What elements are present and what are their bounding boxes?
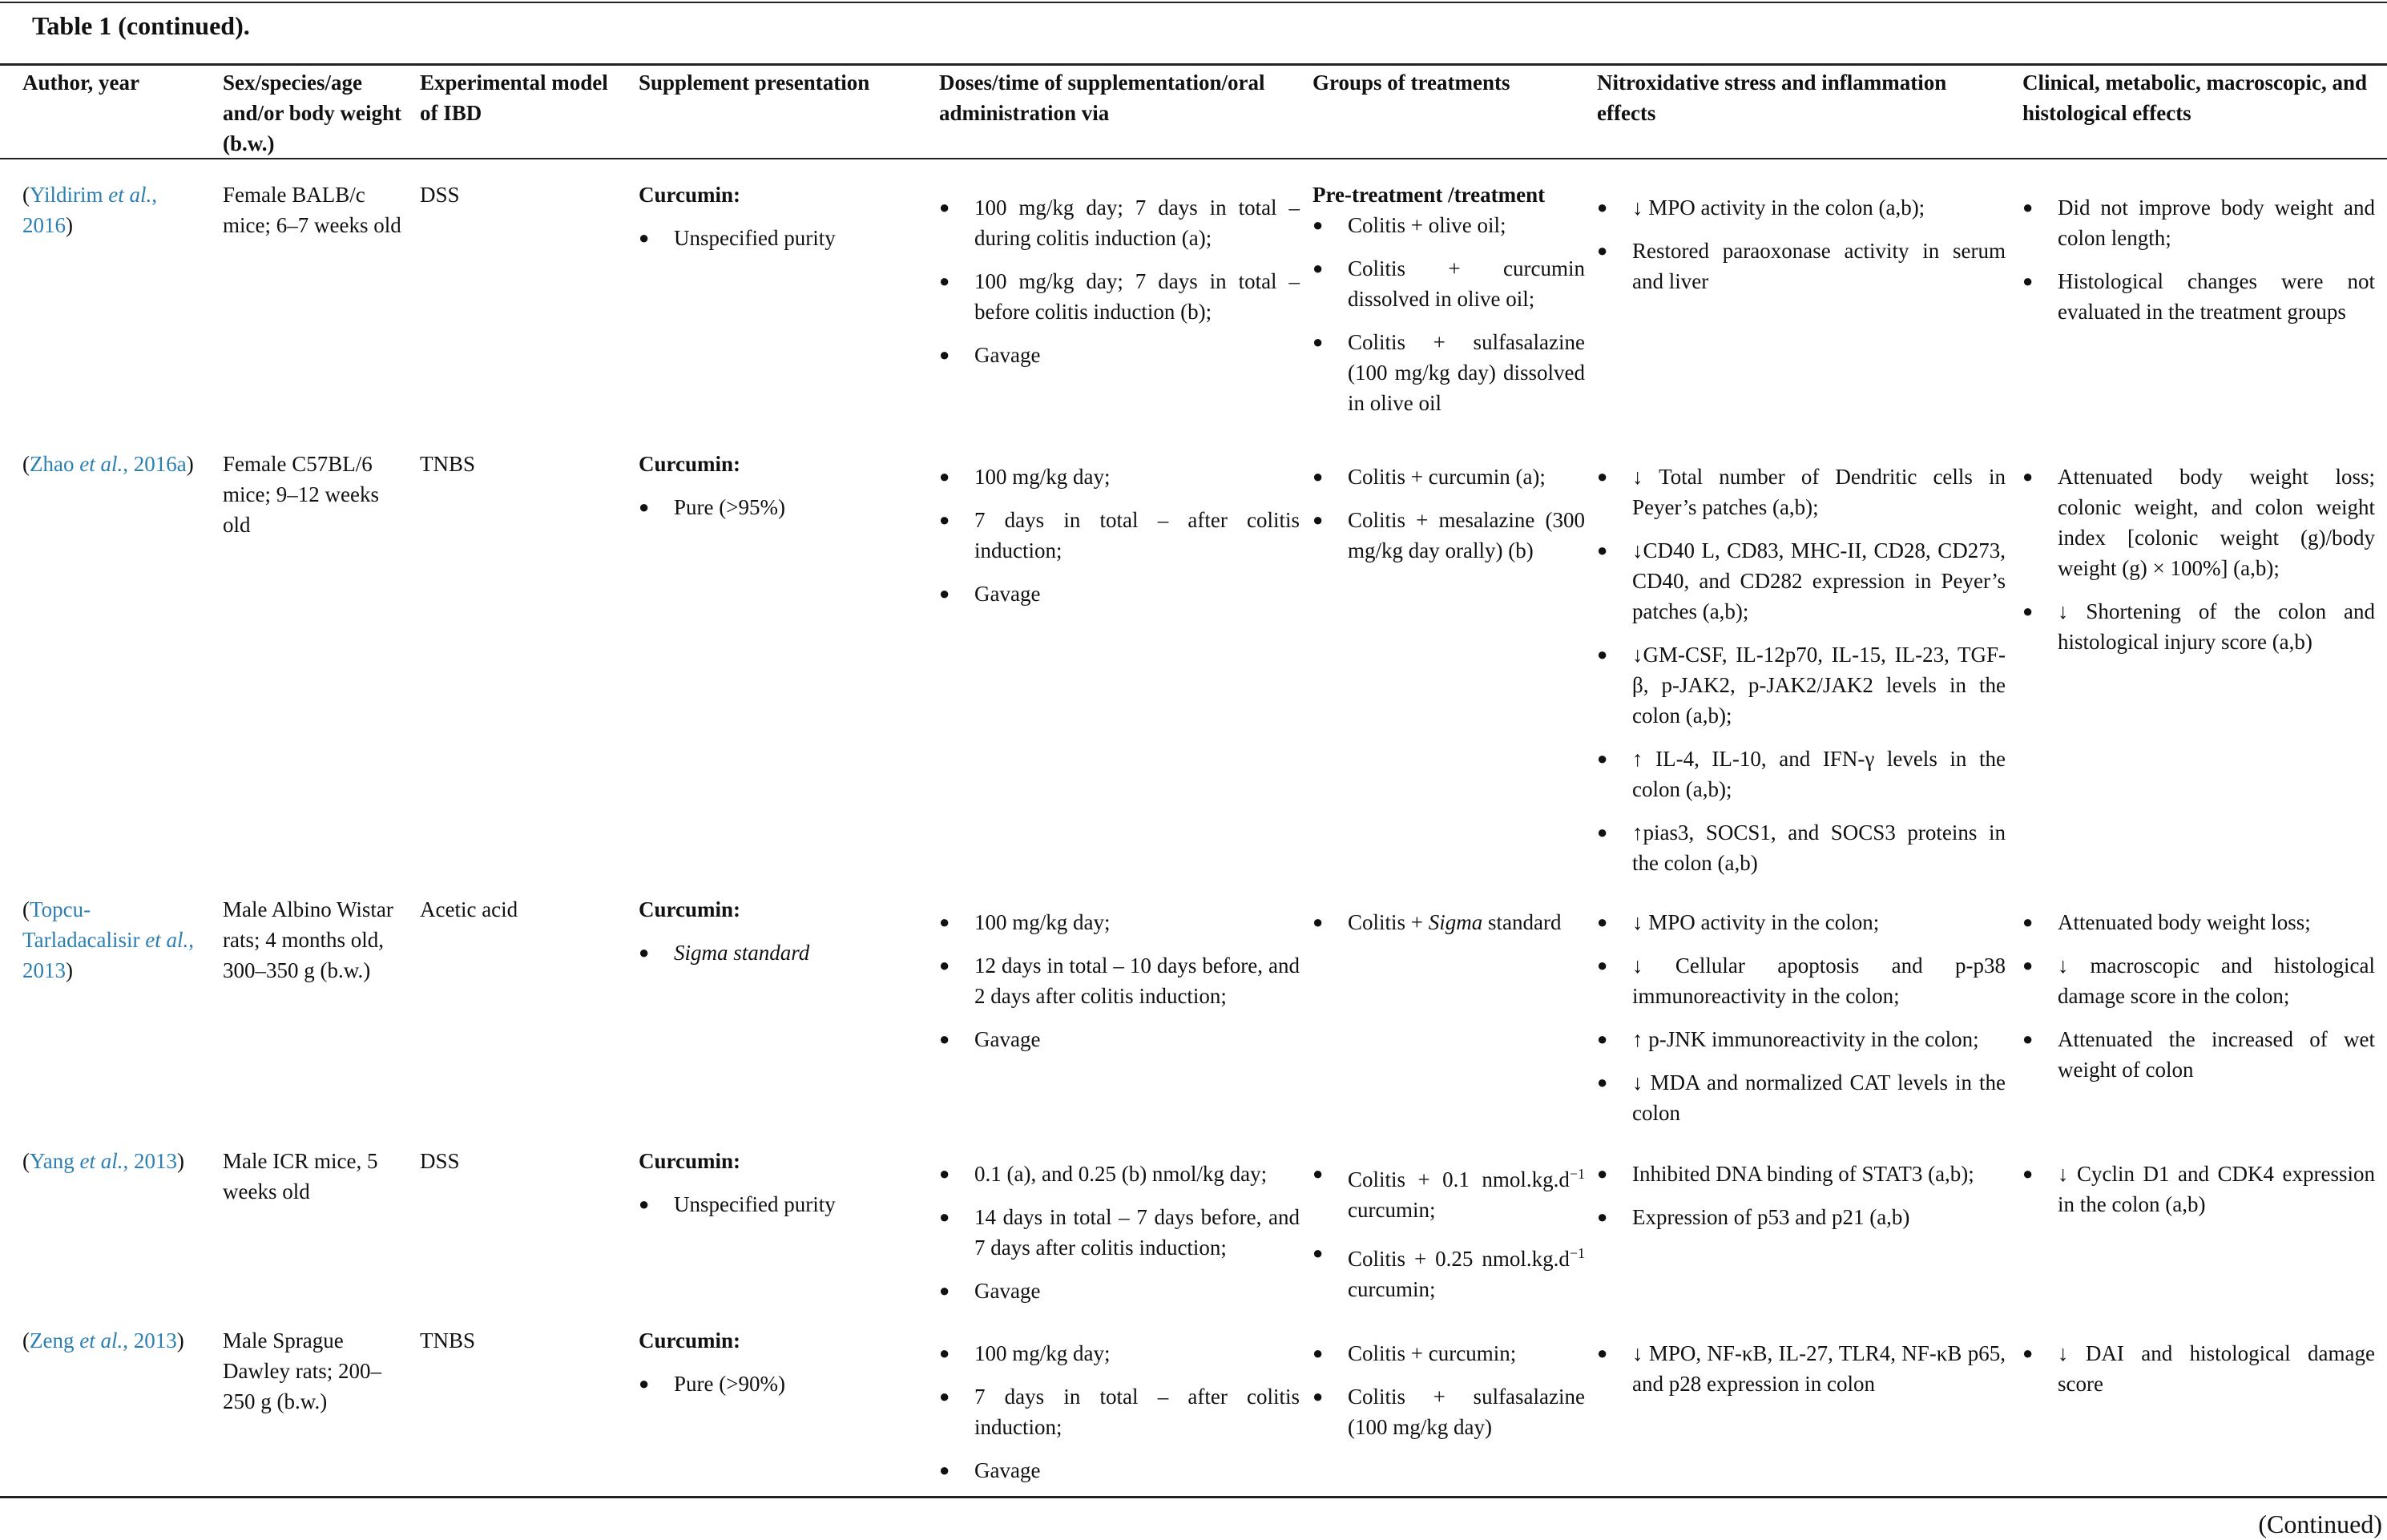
list-item: ● Colitis + olive oil; bbox=[1312, 210, 1585, 240]
list-item: ● ↓ Total number of Dendritic cells in Peyer’s patches (a,b); bbox=[1597, 462, 2006, 522]
groups-cell bbox=[1312, 1338, 1585, 1455]
list-item: ● Expression of p53 and p21 (a,b) bbox=[1597, 1202, 2006, 1232]
list-item: ● Colitis + mesalazine (300 mg/kg day orally) (b) bbox=[1312, 505, 1585, 566]
list-item: ● 100 mg/kg day; 7 days in total – during colitis induction (a); bbox=[939, 192, 1300, 253]
clinical-cell bbox=[2022, 192, 2375, 340]
groups-cell bbox=[1312, 1159, 1585, 1317]
list-item: ● ↓CD40 L, CD83, MHC-II, CD28, CD273, CD40, and CD282 expression in Peyer’s patches (a,b); bbox=[1597, 535, 2006, 627]
citation-link[interactable]: Zhao et al., 2016a bbox=[30, 452, 187, 476]
list-item: ● 14 days in total – 7 days before, and 7 days after colitis induction; bbox=[939, 1202, 1300, 1263]
list-item: ● ↓ MDA and normalized CAT levels in the colon bbox=[1597, 1067, 2006, 1128]
list-item: ● Gavage bbox=[939, 340, 1300, 370]
author-cell: (Yang et al., 2013) bbox=[22, 1149, 185, 1173]
clinical-cell bbox=[2022, 907, 2375, 1098]
author-cell: (Zhao et al., 2016a) bbox=[22, 452, 194, 476]
list-item: ● Did not improve body weight and colon length; bbox=[2022, 192, 2375, 253]
groups-cell bbox=[1312, 462, 1585, 579]
supplement-cell bbox=[639, 894, 919, 981]
sex-cell: Male Albino Wistar rats; 4 months old, 300–350 g (b.w.) bbox=[223, 897, 393, 982]
doses-cell bbox=[939, 1338, 1300, 1498]
list-item: ● 12 days in total – 10 days before, and 2 days after colitis induction; bbox=[939, 950, 1300, 1011]
nitro-cell bbox=[1597, 1338, 2006, 1412]
header-doses: Doses/time of supplementation/oral administration via bbox=[939, 71, 1265, 125]
list-item: ● Colitis + Sigma standard bbox=[1312, 907, 1585, 937]
supplement-label: Curcumin: bbox=[639, 452, 741, 476]
list-item: ● ↑ p-JNK immunoreactivity in the colon; bbox=[1597, 1024, 2006, 1054]
supplement-label: Curcumin: bbox=[639, 1149, 741, 1173]
sex-cell: Female C57BL/6 mice; 9–12 weeks old bbox=[223, 452, 379, 537]
doses-cell bbox=[939, 1159, 1300, 1319]
top-rule bbox=[0, 2, 2387, 3]
list-item: ● 7 days in total – after colitis induction; bbox=[939, 1381, 1300, 1442]
list-item: ● Gavage bbox=[939, 1455, 1300, 1486]
clinical-cell bbox=[2022, 1159, 2375, 1232]
header-clinical: Clinical, metabolic, macroscopic, and histological effects bbox=[2022, 71, 2367, 125]
list-item: ● Colitis + 0.25 $nmol.kg.d^{-1}$ curcumin; bbox=[1312, 1238, 1585, 1304]
list-item: ● Attenuated the increased of wet weight of colon bbox=[2022, 1024, 2375, 1085]
clinical-cell bbox=[2022, 1338, 2375, 1412]
list-item: ● 0.1 (a), and 0.25 (b) nmol/kg day; bbox=[939, 1159, 1300, 1189]
supplement-label: Curcumin: bbox=[639, 1328, 741, 1353]
list-item: ● Gavage bbox=[939, 1024, 1300, 1054]
list-item: ● ↓ DAI and histological damage score bbox=[2022, 1338, 2375, 1399]
list-item: ● ↓GM-CSF, IL-12p70, IL-15, IL-23, TGF-β, p-JAK2, p-JAK2/JAK2 levels in the colon (a,b); bbox=[1597, 639, 2006, 731]
list-item: ● 7 days in total – after colitis induction; bbox=[939, 505, 1300, 566]
list-item: ● Colitis + sulfasalazine (100 mg/kg day) bbox=[1312, 1381, 1585, 1442]
citation-link[interactable]: Topcu-Tarladacalisir et al., 2013 bbox=[22, 897, 195, 982]
list-item: ● Colitis + curcumin dissolved in olive oil; bbox=[1312, 253, 1585, 314]
author-cell: (Yildirim et al., 2016) bbox=[22, 183, 158, 237]
list-item: ● ↓ Cellular apoptosis and p-p38 immunoreactivity in the colon; bbox=[1597, 950, 2006, 1011]
groups-cell bbox=[1312, 907, 1585, 950]
groups-cell bbox=[1312, 179, 1585, 431]
list-item: ● Attenuated body weight loss; colonic weight, and colon weight index [colonic weight (g)/body weight (g) × 100%] (a,b); bbox=[2022, 462, 2375, 583]
supplement-cell bbox=[639, 179, 919, 266]
supplement-cell bbox=[639, 1325, 919, 1412]
table-title: Table 1 (continued). bbox=[32, 11, 250, 40]
continued-label: (Continued) bbox=[2258, 1510, 2382, 1538]
groups-label: Pre-treatment /treatment bbox=[1312, 183, 1546, 207]
sex-cell: Male ICR mice, 5 weeks old bbox=[223, 1149, 378, 1203]
list-item: ● Inhibited DNA binding of STAT3 (a,b); bbox=[1597, 1159, 2006, 1189]
supplement-cell bbox=[639, 1146, 919, 1232]
citation-link[interactable]: Zeng et al., 2013 bbox=[30, 1328, 177, 1353]
list-item: ● Attenuated body weight loss; bbox=[2022, 907, 2375, 937]
list-item: ● ↑ IL-4, IL-10, and IFN-γ levels in the colon (a,b); bbox=[1597, 744, 2006, 804]
header-groups: Groups of treatments bbox=[1312, 71, 1510, 95]
supplement-label: Curcumin: bbox=[639, 183, 741, 207]
list-item: ● ↓ MPO activity in the colon (a,b); bbox=[1597, 192, 2006, 223]
list-item: ● ↓ MPO activity in the colon; bbox=[1597, 907, 2006, 937]
nitro-cell bbox=[1597, 907, 2006, 1141]
doses-cell bbox=[939, 907, 1300, 1067]
nitro-cell bbox=[1597, 462, 2006, 891]
header-sex: Sex/species/age and/or body weight (b.w.) bbox=[223, 71, 402, 155]
list-item: ● Pure (>95%) bbox=[639, 492, 919, 522]
list-item: ● Unspecified purity bbox=[639, 1189, 919, 1220]
model-cell: TNBS bbox=[420, 452, 476, 476]
doses-cell bbox=[939, 462, 1300, 622]
list-item: ● Sigma standard bbox=[639, 937, 919, 968]
header-model: Experimental model of IBD bbox=[420, 71, 608, 125]
list-item: ● Colitis + 0.1 $nmol.kg.d^{-1}$ curcumin; bbox=[1312, 1159, 1585, 1225]
list-item: ● Histological changes were not evaluated in the treatment groups bbox=[2022, 266, 2375, 327]
model-cell: DSS bbox=[420, 183, 460, 207]
citation-link[interactable]: Yildirim et al., 2016 bbox=[22, 183, 158, 237]
list-item: ● 100 mg/kg day; 7 days in total – before colitis induction (b); bbox=[939, 266, 1300, 327]
header-supplement: Supplement presentation bbox=[639, 71, 870, 95]
list-item: ● ↓ macroscopic and histological damage score in the colon; bbox=[2022, 950, 2375, 1011]
header-nitro: Nitroxidative stress and inflammation effects bbox=[1597, 71, 1947, 125]
sex-cell: Male Sprague Dawley rats; 200–250 g (b.w.) bbox=[223, 1328, 381, 1413]
supplement-label: Curcumin: bbox=[639, 897, 741, 921]
list-item: ● Pure (>90%) bbox=[639, 1369, 919, 1399]
sex-cell: Female BALB/c mice; 6–7 weeks old bbox=[223, 183, 401, 237]
list-item: ● Colitis + sulfasalazine (100 mg/kg day) dissolved in olive oil bbox=[1312, 327, 1585, 418]
list-item: ● Unspecified purity bbox=[639, 223, 919, 253]
list-item: ● 100 mg/kg day; bbox=[939, 1338, 1300, 1369]
header-author: Author, year bbox=[22, 71, 139, 95]
list-item: ● Gavage bbox=[939, 1276, 1300, 1306]
list-item: ● ↓ Cyclin D1 and CDK4 expression in the colon (a,b) bbox=[2022, 1159, 2375, 1220]
citation-link[interactable]: Yang et al., 2013 bbox=[30, 1149, 178, 1173]
header-top-rule bbox=[0, 63, 2387, 66]
model-cell: DSS bbox=[420, 1149, 460, 1173]
list-item: ● 100 mg/kg day; bbox=[939, 462, 1300, 492]
list-item: ● ↓ Shortening of the colon and histological injury score (a,b) bbox=[2022, 596, 2375, 657]
supplement-cell bbox=[639, 449, 919, 535]
list-item: ● Restored paraoxonase activity in serum and liver bbox=[1597, 236, 2006, 296]
model-cell: Acetic acid bbox=[420, 897, 518, 921]
model-cell: TNBS bbox=[420, 1328, 476, 1353]
author-cell: (Zeng et al., 2013) bbox=[22, 1328, 184, 1353]
list-item: ● Gavage bbox=[939, 579, 1300, 609]
list-item: ● Colitis + curcumin (a); bbox=[1312, 462, 1585, 492]
list-item: ● ↑pias3, SOCS1, and SOCS3 proteins in the colon (a,b) bbox=[1597, 817, 2006, 878]
nitro-cell bbox=[1597, 192, 2006, 309]
list-item: ● 100 mg/kg day; bbox=[939, 907, 1300, 937]
list-item: ● ↓ MPO, NF-κB, IL-27, TLR4, NF-κB p65, and p28 expression in colon bbox=[1597, 1338, 2006, 1399]
author-cell: (Topcu-Tarladacalisir et al., 2013) bbox=[22, 897, 195, 982]
clinical-cell bbox=[2022, 462, 2375, 670]
nitro-cell bbox=[1597, 1159, 2006, 1245]
doses-cell bbox=[939, 192, 1300, 383]
list-item: ● Colitis + curcumin; bbox=[1312, 1338, 1585, 1369]
